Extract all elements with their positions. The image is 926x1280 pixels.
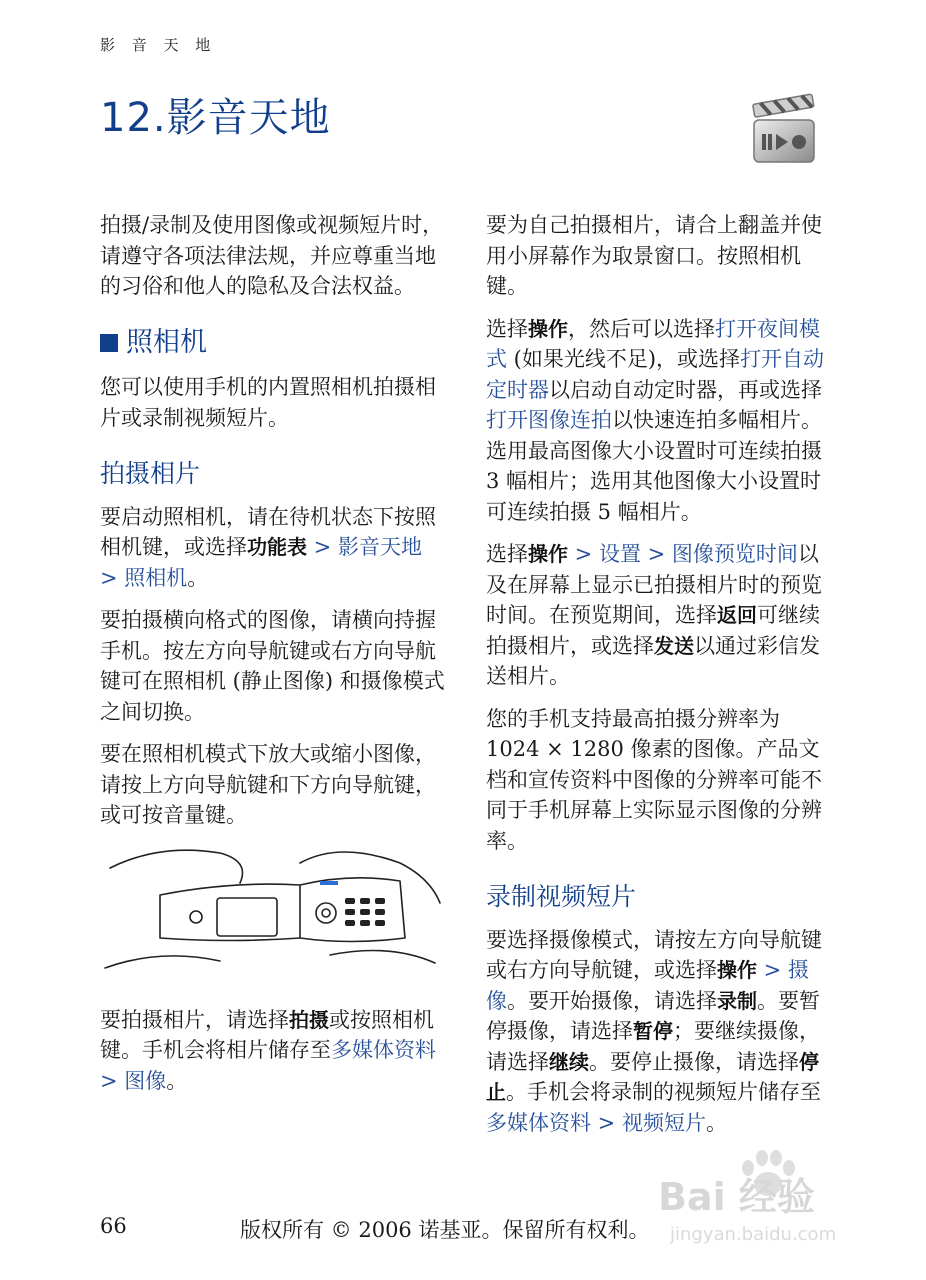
chapter-title: [100, 86, 331, 143]
footer-copyright: 版权所有 © 2006 诺基亚。保留所有权利。: [240, 1218, 650, 1242]
menu-term: 暂停: [633, 1019, 673, 1043]
paragraph-preview-time: 选择操作 > 设置 > 图像预览时间以及在屏幕上显示已拍摄相片时的预览时间。在预览期间，选择返回可继续拍摄相片，或选择发送以通过彩信发送相片。: [486, 542, 822, 688]
menu-term: 拍摄: [289, 1007, 329, 1032]
menu-term: 发送: [654, 633, 694, 658]
menu-term: 操作: [528, 316, 568, 341]
menu-term: 功能表: [247, 535, 307, 559]
chapter-number: 12.: [100, 95, 167, 141]
menu-term: 录制: [717, 988, 757, 1013]
baidu-watermark-logo: [650, 1140, 880, 1250]
paragraph-options: 选择操作，然后可以选择打开夜间模式 (如果光线不足)，或选择打开自动定时器以启动自动定时器，再或选择打开图像连拍以快速连拍多幅相片。选用最高图像大小设置时可连续拍摄 3 幅相片；选用其他图像大小设置时可连续拍摄 5 幅相片。: [486, 316, 825, 524]
menu-term: 继续: [549, 1049, 589, 1074]
menu-path-link: 多媒体资料: [331, 1038, 436, 1062]
left-column: [100, 210, 445, 1108]
menu-path-link: 摄像: [486, 958, 809, 1013]
paragraph-take-photo: 要拍摄相片，请选择拍摄或按照相机键。手机会将相片储存至多媒体资料 > 图像。: [100, 1007, 436, 1093]
phone-in-hands-illustration: [100, 843, 445, 983]
paragraph-record-video: 要选择摄像模式，请按左方向导航键或右方向导航键，或选择操作 > 摄像。要开始摄像，请选择录制。要暂停摄像，请选择暂停；要继续摄像，请选择继续。要停止摄像，请选择停止。手机会将录制的视频短片储存至多媒体资料 > 视频短片。: [486, 927, 822, 1135]
paragraph-self-portrait: 要为自己拍摄相片，请合上翻盖并使用小屏幕作为取景窗口。按照相机键。: [486, 213, 822, 298]
menu-path-link: 视频短片: [621, 1110, 706, 1135]
menu-option-link: 打开夜间模式: [486, 316, 820, 371]
menu-term: 停止: [486, 1049, 819, 1104]
menu-term: 操作: [717, 958, 757, 982]
section-intro: 您可以使用手机的内置照相机拍摄相片或录制视频短片。: [100, 375, 436, 430]
paragraph-start-camera: 要启动照相机，请在待机状态下按照相机键，或选择功能表 > 影音天地 > 照相机。: [100, 504, 436, 590]
heading-square-icon: [100, 334, 118, 352]
menu-path-link: 设置: [598, 542, 641, 566]
section-title: 照相机: [126, 326, 207, 358]
menu-option-link: 打开图像连拍: [486, 408, 612, 432]
intro-paragraph: 拍摄/录制及使用图像或视频短片时，请遵守各项法律法规，并应尊重当地的习俗和他人的隐私及合法权益。: [100, 213, 444, 298]
menu-path-link: 照相机: [124, 565, 188, 590]
menu-term: 操作: [528, 542, 568, 566]
paragraph-resolution: 您的手机支持最高拍摄分辨率为 1024 × 1280 像素的图像。产品文档和宣传资料中图像的分辨率可能不同于手机屏幕上实际显示图像的分辨率。: [486, 706, 822, 853]
watermark-url: jingyan.baidu.com: [670, 1224, 837, 1245]
menu-path-link: 图像: [124, 1068, 167, 1093]
watermark-brand: Bai 经验: [658, 1175, 815, 1219]
page-number: 66: [100, 1214, 127, 1238]
paragraph-landscape: 要拍摄横向格式的图像，请横向持握手机。按左方向导航键或右方向导航键可在照相机 (静止图像) 和摄像模式之间切换。: [100, 608, 445, 724]
menu-path-link: 多媒体资料: [486, 1110, 591, 1135]
menu-path-link: 影音天地: [337, 535, 422, 559]
right-column: [486, 210, 831, 1150]
menu-path-link: 图像预览时间: [671, 542, 798, 566]
menu-term: 返回: [717, 603, 757, 627]
subheading-take-photo: 拍摄相片: [100, 459, 201, 488]
section-heading-camera: [100, 328, 445, 359]
running-header: 影 音 天 地: [100, 36, 217, 54]
menu-option-link: 打开自动定时器: [486, 347, 825, 402]
chapter-name: 影音天地: [166, 95, 331, 141]
media-clapperboard-icon: [750, 92, 818, 166]
paragraph-zoom: 要在照相机模式下放大或缩小图像，请按上方向导航键和下方向导航键，或可按音量键。: [100, 742, 436, 827]
subheading-record-video: 录制视频短片: [486, 882, 637, 911]
